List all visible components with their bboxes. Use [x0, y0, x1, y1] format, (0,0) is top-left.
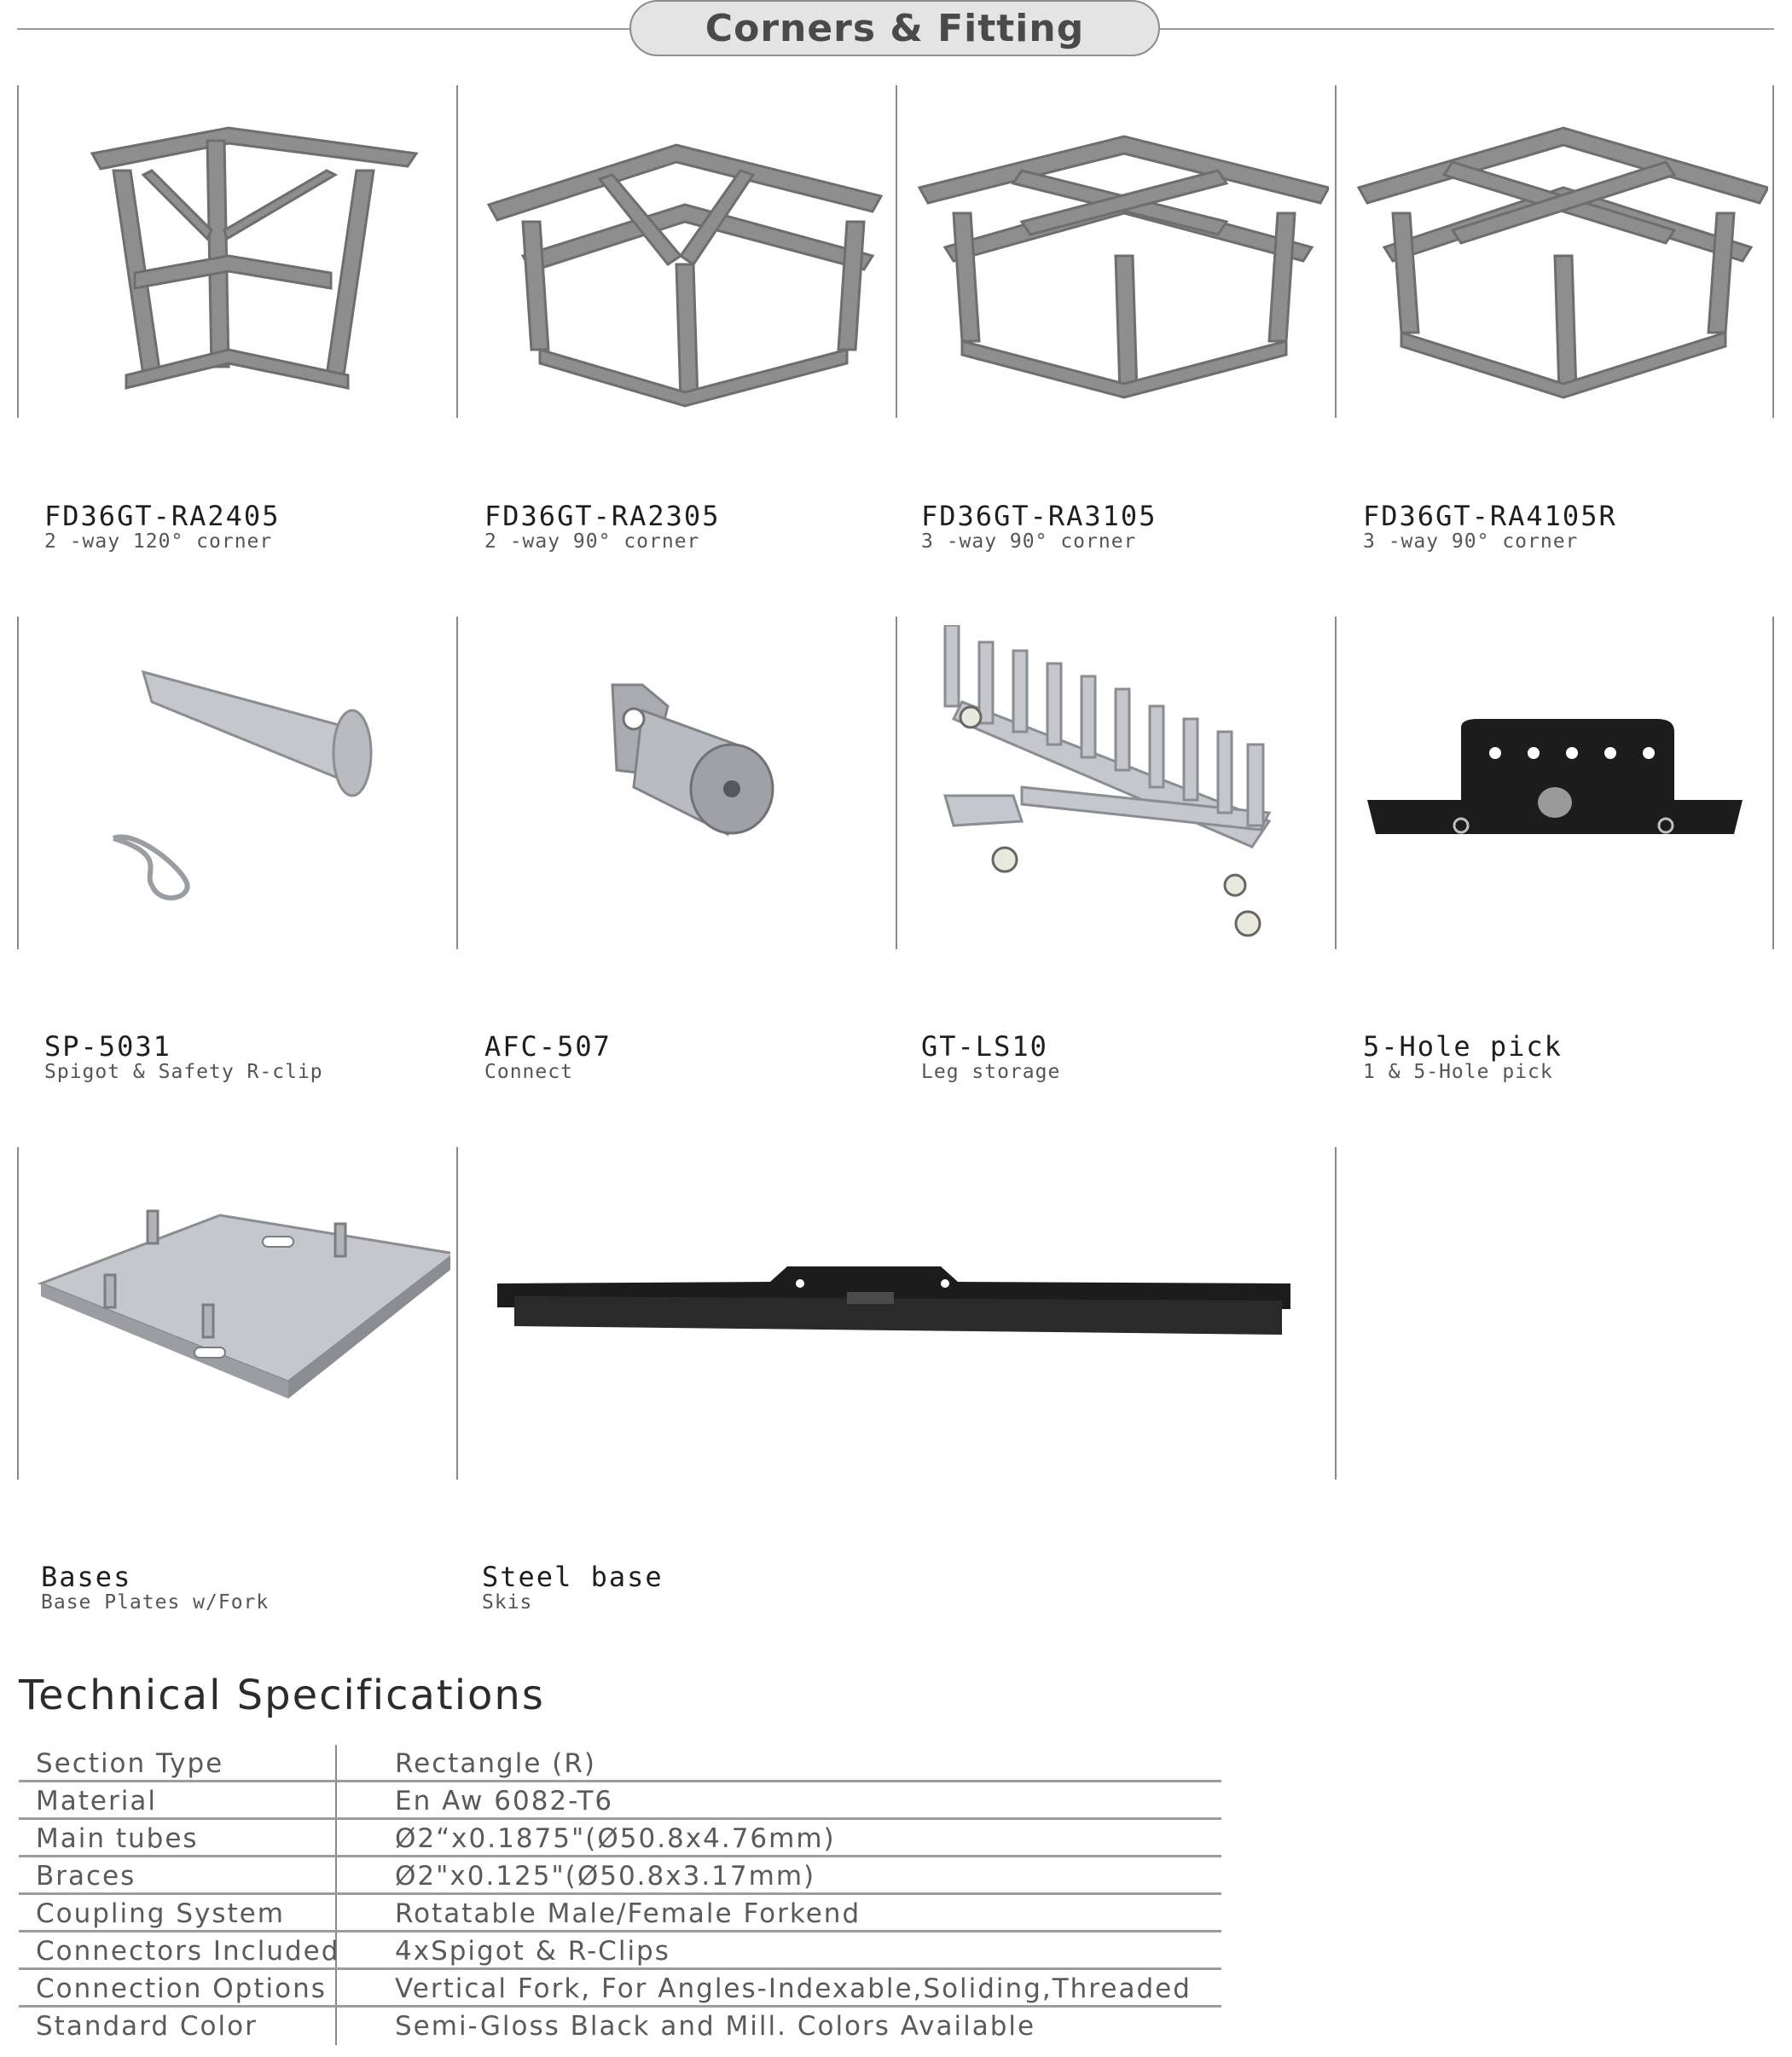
product-label	[1363, 1032, 1772, 1083]
product-cell	[896, 85, 1333, 418]
cell-divider	[456, 617, 458, 949]
spec-row	[19, 1970, 1221, 2008]
cell-divider	[17, 617, 19, 949]
product-label	[41, 1562, 450, 1614]
product-cell	[17, 1147, 455, 1480]
product-code: Bases	[41, 1561, 132, 1593]
spec-key: Coupling System	[36, 1898, 285, 1929]
spec-row	[19, 1895, 1221, 1932]
specs-table	[19, 1745, 1221, 2045]
product-label	[484, 501, 894, 553]
spec-value: En Aw 6082-T6	[395, 1786, 614, 1817]
truss-corner-2way-icon	[472, 94, 890, 409]
cell-divider	[1772, 85, 1774, 418]
cell-divider	[17, 85, 19, 418]
product-cell	[896, 617, 1333, 949]
truss-corner-120-icon	[32, 94, 450, 409]
product-cell	[456, 1147, 1335, 1480]
product-cell	[456, 617, 894, 949]
spec-key: Main tubes	[36, 1823, 199, 1854]
spec-row	[19, 2008, 1221, 2045]
product-description: 3 -way 90° corner	[1363, 530, 1579, 553]
product-label	[484, 1032, 894, 1083]
product-cell	[17, 617, 455, 949]
product-description: 1 & 5-Hole pick	[1363, 1061, 1553, 1083]
product-code: SP-5031	[44, 1030, 171, 1063]
spec-key: Section Type	[36, 1748, 224, 1779]
hole-pick-icon	[1350, 625, 1768, 941]
cell-divider	[1335, 85, 1337, 418]
spec-row	[19, 1820, 1221, 1857]
spec-key: Connection Options	[36, 1973, 327, 2004]
product-label	[44, 1032, 454, 1083]
section-title-badge	[629, 0, 1160, 56]
product-code: FD36GT-RA4105R	[1363, 500, 1617, 532]
product-cell	[1335, 617, 1772, 949]
product-description: 3 -way 90° corner	[921, 530, 1137, 553]
product-description: Skis	[482, 1591, 533, 1614]
spec-row	[19, 1782, 1221, 1820]
header-rule-right	[1158, 28, 1774, 30]
truss-corner-4way-icon	[1350, 94, 1768, 409]
product-description: Leg storage	[921, 1061, 1061, 1083]
spec-value: Ø2“x0.1875"(Ø50.8x4.76mm)	[395, 1823, 836, 1854]
spec-key: Material	[36, 1786, 157, 1817]
spec-key: Standard Color	[36, 2011, 258, 2042]
cell-divider	[896, 617, 897, 949]
cell-divider	[1335, 1147, 1337, 1480]
spec-row	[19, 1857, 1221, 1895]
product-description: 2 -way 120° corner	[44, 530, 273, 553]
product-description: Connect	[484, 1061, 573, 1083]
product-code: AFC-507	[484, 1030, 612, 1063]
product-label	[1363, 501, 1772, 553]
spec-value: Semi-Gloss Black and Mill. Colors Available	[395, 2011, 1036, 2042]
cell-divider	[456, 85, 458, 418]
cell-divider	[456, 1147, 458, 1480]
spec-value: Rectangle (R)	[395, 1748, 597, 1779]
product-code: FD36GT-RA3105	[921, 500, 1157, 532]
specs-title: Technical Specifications	[19, 1672, 545, 1719]
product-cell	[17, 85, 455, 418]
product-code: 5-Hole pick	[1363, 1030, 1563, 1063]
product-label	[482, 1562, 891, 1614]
section-title: Corners & Fitting	[705, 6, 1085, 50]
spec-key: Braces	[36, 1861, 136, 1892]
steel-ski-icon	[472, 1156, 1308, 1471]
product-description: 2 -way 90° corner	[484, 530, 700, 553]
cell-divider	[17, 1147, 19, 1480]
product-label	[921, 501, 1331, 553]
product-code: FD36GT-RA2305	[484, 500, 721, 532]
product-cell	[456, 85, 894, 418]
cell-divider	[1772, 617, 1774, 949]
spec-row	[19, 1932, 1221, 1970]
spec-key: Connectors Included	[36, 1936, 340, 1967]
spec-value: Vertical Fork, For Angles-Indexable,Soliding,Threaded	[395, 1973, 1192, 2004]
spec-value: Rotatable Male/Female Forkend	[395, 1898, 861, 1929]
product-code: FD36GT-RA2405	[44, 500, 281, 532]
leg-storage-cart-icon	[911, 625, 1329, 941]
product-code: GT-LS10	[921, 1030, 1048, 1063]
product-cell	[1335, 85, 1772, 418]
base-plate-icon	[32, 1156, 450, 1471]
cell-divider	[896, 85, 897, 418]
spec-row	[19, 1745, 1221, 1782]
spec-value: Ø2"x0.125"(Ø50.8x3.17mm)	[395, 1861, 816, 1892]
product-code: Steel base	[482, 1561, 664, 1593]
product-label	[921, 1032, 1331, 1083]
header-rule-left	[17, 28, 631, 30]
spec-value: 4xSpigot & R-Clips	[395, 1936, 670, 1967]
cell-divider	[1335, 617, 1337, 949]
product-description: Base Plates w/Fork	[41, 1591, 270, 1614]
spigot-icon	[32, 625, 450, 941]
connector-icon	[472, 625, 890, 941]
product-label	[44, 501, 454, 553]
product-description: Spigot & Safety R-clip	[44, 1061, 323, 1083]
truss-corner-3way-icon	[911, 94, 1329, 409]
